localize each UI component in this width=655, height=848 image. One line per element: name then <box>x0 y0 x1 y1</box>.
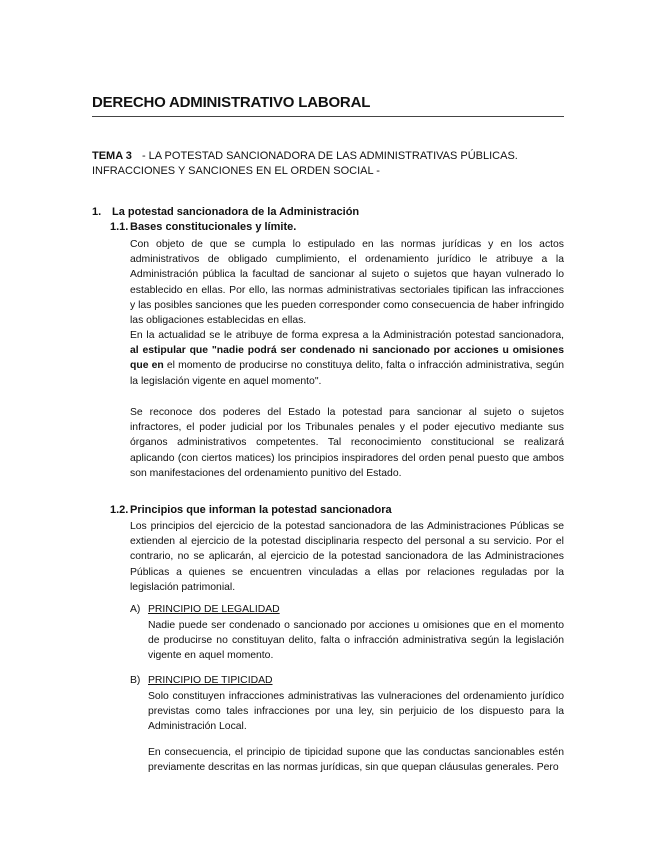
document-title: DERECHO ADMINISTRATIVO LABORAL <box>92 94 564 117</box>
tema-text: - LA POTESTAD SANCIONADORA DE LAS ADMINISTRATIVAS PÚBLICAS. INFRACCIONES Y SANCIONES EN EL ORDEN SOCIAL - <box>92 150 518 177</box>
paragraph-1-2-a: Los principios del ejercicio de la potestad sancionadora de las Administraciones Públicas se extienden al ejercicio de la potestad disciplinaria respecto del personal a su servicio. Por el contrario, no se aplicarán, al ejercicio de la potestad sancionadora de las Administraciones Públicas a quienes se encuentren vinculadas a ellas por relaciones reguladas por la legislación patrimonial. <box>130 521 564 593</box>
principle-a-title: PRINCIPIO DE LEGALIDAD <box>148 604 280 615</box>
subsection-1-2-title: Principios que informan la potestad sancionadora <box>130 504 392 516</box>
paragraph-1-1-b <box>130 328 564 389</box>
tema-label: TEMA 3 <box>92 150 132 162</box>
paragraph-1-1-c: Se reconoce dos poderes del Estado la potestad para sancionar al sujeto o sujetos infractores, el poder judicial por los Tribunales penales y el poder ejecutivo mediante sus órganos administrativos competentes. Tal reconocimiento constitucional se realizará aplicando (con ciertos matices) los principios inspiradores del orden penal puesto que ambos son manifestaciones del ordenamiento punitivo del Estado. <box>130 407 564 479</box>
tema-heading <box>92 149 564 179</box>
paragraph-1-1-b-end: el momento de producirse no constituya delito, falta o infracción administrativa, según la legislación vigente en aquel momento". <box>130 360 564 387</box>
principle-a-label: A) <box>130 604 141 615</box>
paragraph-1-1-a: Con objeto de que se cumpla lo estipulado en las normas jurídicas y en los actos administrativos de obligado cumplimiento, el ordenamiento jurídico le atribuye a la Administración pública la facultad de sancionar al sujeto o sujetos que hayan vulnerado lo establecido en ellas. Por ello, las normas administrativas sectoriales tipifican las infracciones y las posibles sanciones que les pueden corresponder como consecuencia de haber infringido las obligaciones establecidas en ellas. <box>130 239 564 327</box>
subsection-1-1-title: Bases constitucionales y límite. <box>130 221 297 233</box>
section-1-title: La potestad sancionadora de la Administración <box>112 206 360 218</box>
paragraph-1-1-b-bold: al estipular que "nadie podrá ser condenado ni sancionado por acciones u omisiones que en <box>130 345 564 372</box>
principle-b-title: PRINCIPIO DE TIPICIDAD <box>148 675 273 686</box>
principle-a-text: Nadie puede ser condenado o sancionado por acciones u omisiones que en el momento de producirse no constituyan delito, falta o infracción administrativa según la legislación vigente en aquel momento. <box>148 620 564 662</box>
principle-b-text: Solo constituyen infracciones administrativas las vulneraciones del ordenamiento jurídico previstas como tales infracciones por una ley, sin perjuicio de los dispuesto para la Administración Local. <box>148 691 564 733</box>
section-1-number: 1. <box>92 206 102 218</box>
subsection-1-2-number: 1.2. <box>110 504 129 516</box>
paragraph-1-1-b-start: En la actualidad se le atribuye de forma expresa a la Administración potestad sancionadora, <box>130 330 564 341</box>
principle-b-label: B) <box>130 675 141 686</box>
subsection-1-1-number: 1.1. <box>110 221 129 233</box>
principle-b-text-2: En consecuencia, el principio de tipicidad supone que las conductas sancionables estén previamente descritas en las normas jurídicas, sin que quepan cláusulas generales. Pero <box>148 747 564 774</box>
